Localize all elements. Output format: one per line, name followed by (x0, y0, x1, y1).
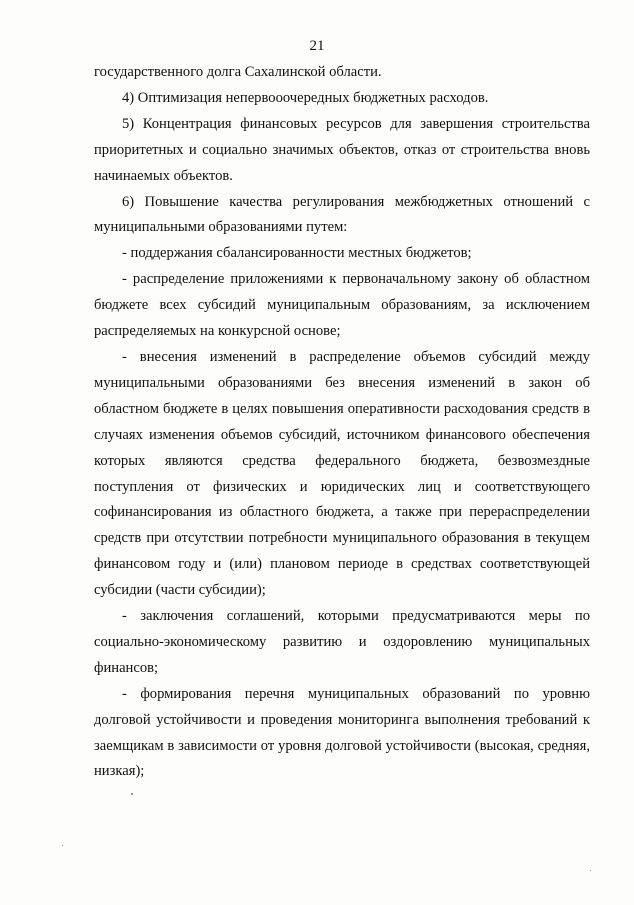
page-number: 21 (309, 38, 325, 54)
scan-speck (62, 845, 63, 846)
paragraph-item-4: 4) Оптимизация непервооочередных бюджетных расходов. (122, 89, 489, 106)
document-body (94, 60, 590, 785)
list-item-changes: - внесения изменений в распределение объемов субсидий между муниципальными образованиями без внесения изменений в закон об областном бюджете в целях повышения оперативности расходования средств в случаях изменения объемов субсидий, источником финансового обеспечения которых являются средства федерального бюджета, безвозмездные поступления от физических и юридических лиц и соответствующего софинансирования из областного бюджета, а также при перераспределении средств при отсутствии потребности муниципального образования в текущем финансовом году и (или) плановом периоде в средствах соответствующей субсидии (части субсидии); (94, 348, 590, 599)
scan-speck (590, 870, 591, 871)
list-item-balance: - поддержания сбалансированности местных бюджетов; (122, 245, 472, 262)
list-item-debt-monitoring: - формирования перечня муниципальных образований по уровню долговой устойчивости и проведения мониторинга выполнения требований к заемщикам в зависимости от уровня долговой устойчивости (высокая, средняя, низкая); (94, 685, 590, 780)
paragraph-item-5: 5) Концентрация финансовых ресурсов для завершения строительства приоритетных и социально значимых объектов, отказ от строительства вновь начинаемых объектов. (94, 115, 590, 184)
paragraph-item-6: 6) Повышение качества регулирования межбюджетных отношений с муниципальными образованиями путем: (94, 193, 590, 236)
list-item-agreements: - заключения соглашений, которыми предусматриваются меры по социально-экономическому развитию и оздоровлению муниципальных финансов; (94, 608, 590, 676)
list-item-distribution: - распределение приложениями к первоначальному закону об областном бюджете всех субсидий муниципальным образованиям, за исключением распределяемых на конкурсной основе; (94, 271, 590, 340)
scan-speck (131, 793, 133, 795)
paragraph-continuation: государственного долга Сахалинской области. (94, 64, 382, 80)
